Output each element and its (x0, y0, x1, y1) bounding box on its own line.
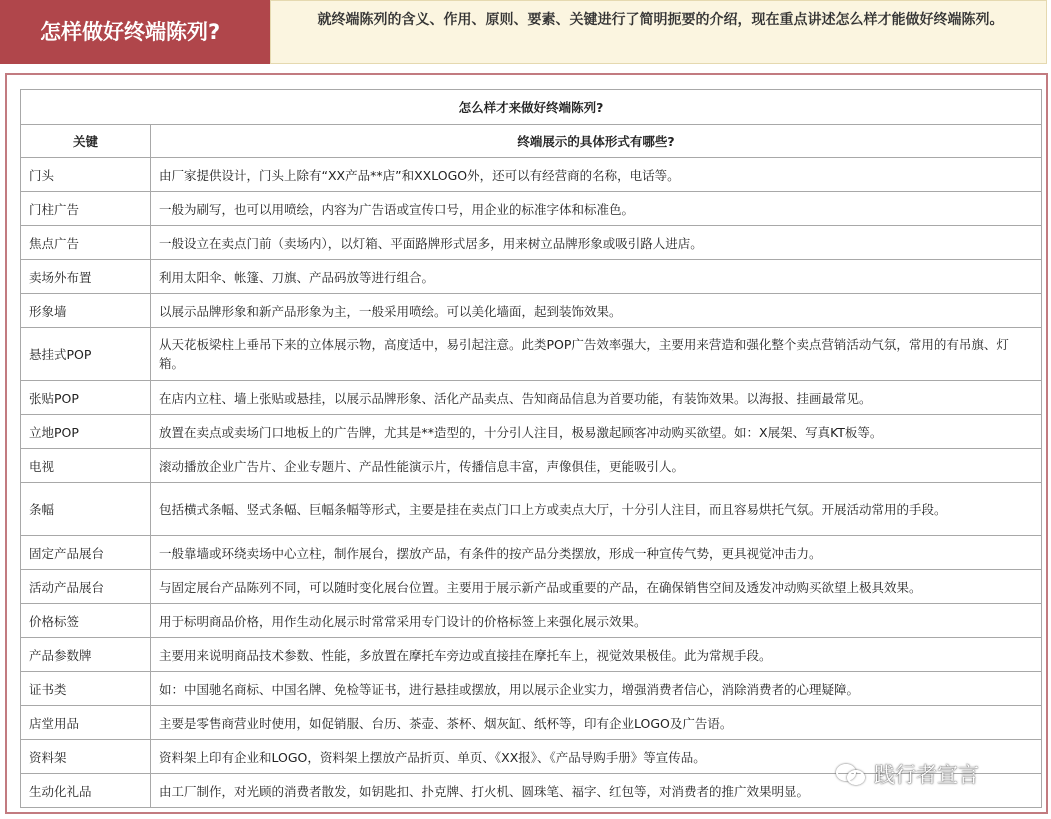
row-key: 生动化礼品 (21, 774, 151, 808)
table-caption-row (21, 90, 1042, 125)
table-row (21, 706, 1042, 740)
row-description: 在店内立柱、墙上张贴或悬挂，以展示品牌形象、活化产品卖点、告知商品信息为首要功能，有装饰效果。以海报、挂画最常见。 (151, 381, 1042, 415)
row-description: 包括横式条幅、竖式条幅、巨幅条幅等形式，主要是挂在卖点门口上方或卖点大厅，十分引人注目，而且容易烘托气氛。开展活动常用的手段。 (151, 483, 1042, 536)
row-description: 以展示品牌形象和新产品形象为主，一般采用喷绘。可以美化墙面，起到装饰效果。 (151, 294, 1042, 328)
table-row (21, 226, 1042, 260)
row-key: 活动产品展台 (21, 570, 151, 604)
table-row (21, 449, 1042, 483)
row-key: 张贴POP (21, 381, 151, 415)
row-description: 与固定展台产品陈列不同，可以随时变化展台位置。主要用于展示新产品或重要的产品，在确保销售空间及透发冲动购买欲望上极具效果。 (151, 570, 1042, 604)
row-description: 资料架上印有企业和LOGO，资料架上摆放产品折页、单页、《XX报》、《产品导购手册》等宣传品。 (151, 740, 1042, 774)
row-key: 证书类 (21, 672, 151, 706)
row-key: 产品参数牌 (21, 638, 151, 672)
row-key: 价格标签 (21, 604, 151, 638)
row-key: 门头 (21, 158, 151, 192)
row-key: 形象墙 (21, 294, 151, 328)
table-row (21, 483, 1042, 536)
row-key: 卖场外布置 (21, 260, 151, 294)
column-header-key: 关键 (21, 125, 151, 158)
page-header (0, 0, 1051, 66)
row-description: 利用太阳伞、帐篷、刀旗、产品码放等进行组合。 (151, 260, 1042, 294)
row-key: 焦点广告 (21, 226, 151, 260)
row-description: 由工厂制作，对光顾的消费者散发，如钥匙扣、扑克牌、打火机、圆珠笔、福字、红包等，对消费者的推广效果明显。 (151, 774, 1042, 808)
watermark (836, 759, 1046, 789)
table-header-row (21, 125, 1042, 158)
row-description: 一般设立在卖点门前（卖场内），以灯箱、平面路牌形式居多，用来树立品牌形象或吸引路人进店。 (151, 226, 1042, 260)
section-description: 就终端陈列的含义、作用、原则、要素、关键进行了简明扼要的介绍，现在重点讲述怎么样才能做好终端陈列。 (270, 0, 1047, 64)
row-key: 悬挂式POP (21, 328, 151, 381)
table-row (21, 260, 1042, 294)
table-row (21, 294, 1042, 328)
row-description: 用于标明商品价格，用作生动化展示时常常采用专门设计的价格标签上来强化展示效果。 (151, 604, 1042, 638)
row-description: 一般为刷写，也可以用喷绘，内容为广告语或宣传口号，用企业的标准字体和标准色。 (151, 192, 1042, 226)
table-row (21, 536, 1042, 570)
row-description: 主要是零售商营业时使用，如促销服、台历、茶壶、茶杯、烟灰缸、纸杯等，印有企业LOGO及广告语。 (151, 706, 1042, 740)
table-row (21, 381, 1042, 415)
table-caption: 怎么样才来做好终端陈列? (21, 90, 1042, 125)
row-description: 滚动播放企业广告片、企业专题片、产品性能演示片，传播信息丰富，声像俱佳，更能吸引人。 (151, 449, 1042, 483)
watermark-text: 践行者宣言 (874, 763, 979, 787)
column-header-desc: 终端展示的具体形式有哪些? (151, 125, 1042, 158)
wechat-icon (836, 762, 866, 786)
table-row (21, 415, 1042, 449)
section-title: 怎样做好终端陈列? (0, 0, 270, 64)
table-row (21, 570, 1042, 604)
row-key: 门柱广告 (21, 192, 151, 226)
row-description: 主要用来说明商品技术参数、性能，多放置在摩托车旁边或直接挂在摩托车上，视觉效果极佳。此为常规手段。 (151, 638, 1042, 672)
row-key: 固定产品展台 (21, 536, 151, 570)
table-row (21, 328, 1042, 381)
row-description: 由厂家提供设计，门头上除有“XX产品**店”和XXLOGO外，还可以有经营商的名称，电话等。 (151, 158, 1042, 192)
table-row (21, 158, 1042, 192)
row-description: 一般靠墙或环绕卖场中心立柱，制作展台，摆放产品，有条件的按产品分类摆放，形成一种宣传气势，更具视觉冲击力。 (151, 536, 1042, 570)
row-key: 条幅 (21, 483, 151, 536)
row-key: 资料架 (21, 740, 151, 774)
display-forms-table (20, 89, 1042, 808)
table-row (21, 638, 1042, 672)
row-description: 放置在卖点或卖场门口地板上的广告牌，尤其是**造型的，十分引人注目，极易激起顾客冲动购买欲望。如：X展架、写真KT板等。 (151, 415, 1042, 449)
row-description: 从天花板梁柱上垂吊下来的立体展示物，高度适中，易引起注意。此类POP广告效率强大，主要用来营造和强化整个卖点营销活动气氛，常用的有吊旗、灯箱。 (151, 328, 1042, 381)
table-row (21, 604, 1042, 638)
row-key: 立地POP (21, 415, 151, 449)
table-row (21, 672, 1042, 706)
table-row (21, 192, 1042, 226)
row-description: 如：中国驰名商标、中国名牌、免检等证书，进行悬挂或摆放，用以展示企业实力，增强消费者信心，消除消费者的心理疑障。 (151, 672, 1042, 706)
row-key: 电视 (21, 449, 151, 483)
table-frame (5, 73, 1048, 814)
row-key: 店堂用品 (21, 706, 151, 740)
